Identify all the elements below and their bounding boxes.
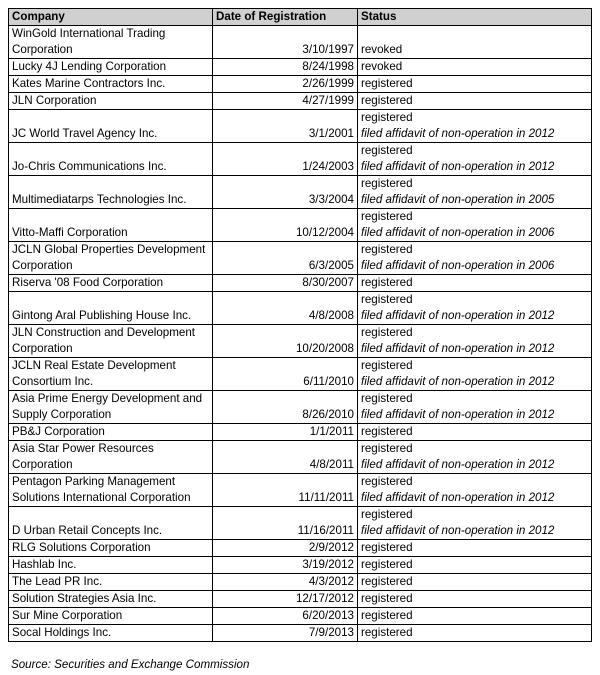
table-row	[9, 358, 592, 391]
status-text: registered	[361, 609, 413, 622]
company-cell: PB&J Corporation	[9, 424, 213, 441]
table-row	[9, 557, 592, 574]
status-note: filed affidavit of non-operation in 2012	[361, 408, 555, 421]
status-note: filed affidavit of non-operation in 2012	[361, 491, 555, 504]
status-text: registered	[361, 77, 413, 90]
table-row	[9, 242, 592, 275]
table-row	[9, 625, 592, 642]
company-cell: Asia Star Power Resources Corporation	[9, 441, 213, 474]
status-text: registered	[361, 392, 413, 405]
status-cell	[358, 325, 592, 358]
status-cell	[358, 441, 592, 474]
registration-date-cell: 4/8/2011	[213, 441, 358, 474]
registration-date-cell: 2/26/1999	[213, 76, 358, 93]
registration-date-cell: 7/9/2013	[213, 625, 358, 642]
status-cell	[358, 93, 592, 110]
status-cell	[358, 591, 592, 608]
company-cell: Hashlab Inc.	[9, 557, 213, 574]
registration-date-cell: 12/17/2012	[213, 591, 358, 608]
company-cell: Gintong Aral Publishing House Inc.	[9, 292, 213, 325]
companies-table-container	[8, 8, 592, 642]
registration-date-cell: 8/26/2010	[213, 391, 358, 424]
status-cell	[358, 292, 592, 325]
status-note: filed affidavit of non-operation in 2012	[361, 524, 555, 537]
status-text: registered	[361, 541, 413, 554]
status-cell	[358, 176, 592, 209]
status-cell	[358, 574, 592, 591]
header-company: Company	[9, 9, 213, 26]
header-date-of-registration: Date of Registration	[213, 9, 358, 26]
company-cell: JCLN Real Estate Development Consortium Inc.	[9, 358, 213, 391]
table-row	[9, 391, 592, 424]
registration-date-cell: 3/3/2004	[213, 176, 358, 209]
table-row	[9, 292, 592, 325]
status-note: filed affidavit of non-operation in 2012	[361, 342, 555, 355]
status-text: registered	[361, 243, 413, 256]
status-cell	[358, 242, 592, 275]
table-row	[9, 325, 592, 358]
registration-date-cell: 4/3/2012	[213, 574, 358, 591]
status-text: registered	[361, 575, 413, 588]
status-cell	[358, 76, 592, 93]
company-cell: D Urban Retail Concepts Inc.	[9, 507, 213, 540]
registration-date-cell: 10/12/2004	[213, 209, 358, 242]
status-text: registered	[361, 558, 413, 571]
registration-date-cell: 2/9/2012	[213, 540, 358, 557]
company-cell: Kates Marine Contractors Inc.	[9, 76, 213, 93]
status-cell	[358, 275, 592, 292]
source-caption: Source: Securities and Exchange Commission	[11, 658, 250, 671]
status-text: registered	[361, 475, 413, 488]
status-cell	[358, 474, 592, 507]
status-text: registered	[361, 276, 413, 289]
company-cell: Socal Holdings Inc.	[9, 625, 213, 642]
registration-date-cell: 4/8/2008	[213, 292, 358, 325]
status-cell	[358, 625, 592, 642]
header-status: Status	[358, 9, 592, 26]
status-note: filed affidavit of non-operation in 2012	[361, 458, 555, 471]
registration-date-cell: 6/3/2005	[213, 242, 358, 275]
status-note: filed affidavit of non-operation in 2006	[361, 226, 555, 239]
company-cell: WinGold International Trading Corporation	[9, 26, 213, 59]
table-row	[9, 209, 592, 242]
company-cell: JLN Construction and Development Corporation	[9, 325, 213, 358]
registration-date-cell: 11/11/2011	[213, 474, 358, 507]
company-cell: Multimediatarps Technologies Inc.	[9, 176, 213, 209]
status-cell	[358, 26, 592, 59]
table-row	[9, 441, 592, 474]
registration-date-cell: 1/24/2003	[213, 143, 358, 176]
table-row	[9, 143, 592, 176]
status-text: registered	[361, 293, 413, 306]
registration-date-cell: 3/19/2012	[213, 557, 358, 574]
status-text: registered	[361, 210, 413, 223]
status-text: registered	[361, 626, 413, 639]
status-cell	[358, 358, 592, 391]
company-cell: JC World Travel Agency Inc.	[9, 110, 213, 143]
table-row	[9, 275, 592, 292]
status-text: registered	[361, 144, 413, 157]
table-row	[9, 26, 592, 59]
table-row	[9, 110, 592, 143]
company-cell: The Lead PR Inc.	[9, 574, 213, 591]
status-note: filed affidavit of non-operation in 2006	[361, 259, 555, 272]
table-row	[9, 93, 592, 110]
registration-date-cell: 11/16/2011	[213, 507, 358, 540]
status-text: revoked	[361, 43, 403, 56]
company-cell: Lucky 4J Lending Corporation	[9, 59, 213, 76]
status-cell	[358, 507, 592, 540]
table-row	[9, 608, 592, 625]
company-cell: Pentagon Parking Management Solutions International Corporation	[9, 474, 213, 507]
status-cell	[358, 391, 592, 424]
company-cell: JCLN Global Properties Development Corporation	[9, 242, 213, 275]
company-cell: Jo-Chris Communications Inc.	[9, 143, 213, 176]
status-note: filed affidavit of non-operation in 2012	[361, 160, 555, 173]
registration-date-cell: 1/1/2011	[213, 424, 358, 441]
table-row	[9, 591, 592, 608]
registration-date-cell: 3/1/2001	[213, 110, 358, 143]
status-text: registered	[361, 177, 413, 190]
table-row	[9, 176, 592, 209]
status-text: registered	[361, 326, 413, 339]
table-row	[9, 59, 592, 76]
status-cell	[358, 59, 592, 76]
registration-date-cell: 8/30/2007	[213, 275, 358, 292]
table-body	[9, 26, 592, 642]
status-text: revoked	[361, 60, 403, 73]
company-cell: Riserva '08 Food Corporation	[9, 275, 213, 292]
company-cell: Vitto-Maffi Corporation	[9, 209, 213, 242]
status-cell	[358, 209, 592, 242]
header-row	[9, 9, 592, 26]
table-row	[9, 507, 592, 540]
status-cell	[358, 557, 592, 574]
status-text: registered	[361, 94, 413, 107]
table-row	[9, 474, 592, 507]
status-text: registered	[361, 592, 413, 605]
status-text: registered	[361, 508, 413, 521]
company-cell: JLN Corporation	[9, 93, 213, 110]
registration-date-cell: 10/20/2008	[213, 325, 358, 358]
registration-date-cell: 3/10/1997	[213, 26, 358, 59]
status-note: filed affidavit of non-operation in 2012	[361, 375, 555, 388]
companies-table	[8, 8, 592, 642]
company-cell: Solution Strategies Asia Inc.	[9, 591, 213, 608]
status-text: registered	[361, 111, 413, 124]
status-cell	[358, 540, 592, 557]
registration-date-cell: 4/27/1999	[213, 93, 358, 110]
company-cell: RLG Solutions Corporation	[9, 540, 213, 557]
company-cell: Sur Mine Corporation	[9, 608, 213, 625]
status-note: filed affidavit of non-operation in 2005	[361, 193, 555, 206]
status-text: registered	[361, 442, 413, 455]
status-note: filed affidavit of non-operation in 2012	[361, 309, 555, 322]
registration-date-cell: 6/11/2010	[213, 358, 358, 391]
registration-date-cell: 8/24/1998	[213, 59, 358, 76]
table-row	[9, 424, 592, 441]
status-note: filed affidavit of non-operation in 2012	[361, 127, 555, 140]
status-cell	[358, 143, 592, 176]
status-text: registered	[361, 359, 413, 372]
table-row	[9, 76, 592, 93]
table-row	[9, 540, 592, 557]
status-cell	[358, 608, 592, 625]
status-cell	[358, 110, 592, 143]
company-cell: Asia Prime Energy Development and Supply Corporation	[9, 391, 213, 424]
status-text: registered	[361, 425, 413, 438]
status-cell	[358, 424, 592, 441]
table-row	[9, 574, 592, 591]
registration-date-cell: 6/20/2013	[213, 608, 358, 625]
